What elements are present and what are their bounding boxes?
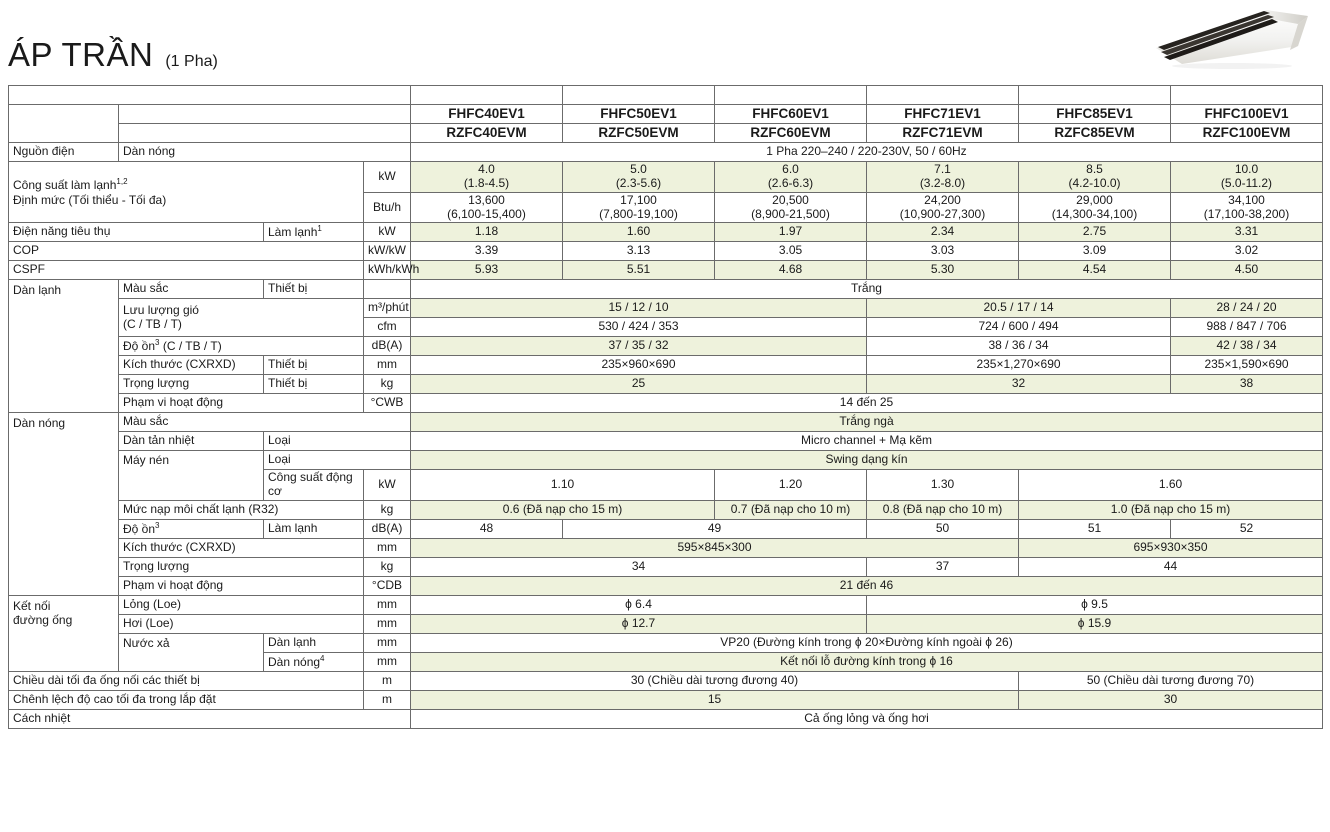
cooling-btu-value-2: 20,500: [772, 192, 809, 207]
max-height-difference-label: Chênh lệch độ cao tối đa trong lắp đặt: [9, 690, 364, 709]
indoor-weight-sublabel: Thiết bị: [264, 375, 364, 394]
table-row-power-consumption: [9, 223, 1323, 242]
outdoor-dimensions-unit: mm: [364, 538, 411, 557]
table-row-outdoor-heat-exchanger: [9, 432, 1323, 451]
cooling-btu-value-0: 13,600: [468, 192, 505, 207]
cspf-2: 4.68: [715, 261, 867, 280]
cooling-kw-range-2: (2.6-6.3): [767, 175, 814, 190]
indoor-airflow-cfm-1: 724 / 600 / 494: [867, 318, 1171, 337]
indoor-noise-1: 38 / 36 / 34: [867, 337, 1171, 356]
indoor-weight-2: 38: [1171, 375, 1323, 394]
indoor-color-value: Trắng: [411, 280, 1323, 299]
outdoor-operating-range-value: 21 đến 46: [411, 576, 1323, 595]
outdoor-weight-unit: kg: [364, 557, 411, 576]
indoor-operating-range-value: 14 đến 25: [411, 394, 1323, 413]
outdoor-noise-label-text: Độ ồn: [123, 522, 156, 537]
table-row-power-supply: [9, 143, 1323, 162]
cooling-btu-value-1: 17,100: [620, 192, 657, 207]
piping-gas-unit: mm: [364, 614, 411, 633]
indoor-noise-label-suffix: (C / TB / T): [159, 339, 222, 354]
capacity-header-0: 40: [411, 86, 563, 105]
cooling-capacity-kw-3: [867, 162, 1019, 193]
power-consumption-sublabel: [264, 223, 364, 242]
indoor-section-label: Dàn lạnh: [9, 280, 119, 413]
indoor-weight-0: 25: [411, 375, 867, 394]
piping-liquid-0: ϕ 6.4: [411, 595, 867, 614]
insulation-label: Cách nhiệt: [9, 709, 411, 728]
header-spacer: [9, 86, 411, 105]
piping-drain-label: Nước xả: [119, 633, 264, 671]
table-row-indoor-airflow-m3: [9, 299, 1323, 318]
piping-drain-outdoor-footnote-ref: 4: [320, 654, 325, 664]
indoor-dimensions-unit: mm: [364, 356, 411, 375]
capacity-header-4: 85: [1019, 86, 1171, 105]
cooling-kw-range-3: (3.2-8.0): [919, 175, 966, 190]
indoor-weight-unit: kg: [364, 375, 411, 394]
outdoor-color-value: Trắng ngà: [411, 413, 1323, 432]
name-model-line1: Tên: [51, 107, 76, 124]
table-row-outdoor-weight: [9, 557, 1323, 576]
cop-5: 3.02: [1171, 242, 1323, 261]
cooling-capacity-btu-3: [867, 192, 1019, 223]
indoor-model-4: FHFC85EV1: [1019, 105, 1171, 124]
capacity-header-2: 60: [715, 86, 867, 105]
indoor-dimensions-1: 235×1,270×690: [867, 356, 1171, 375]
power-consumption-2: 1.97: [715, 223, 867, 242]
outdoor-motor-power-label: Công suất động cơ: [264, 470, 364, 501]
table-row-indoor-noise: [9, 337, 1323, 356]
table-row-max-height-difference: [9, 690, 1323, 709]
cooling-btu-range-0: (6,100-15,400): [447, 206, 526, 221]
indoor-operating-range-label: Phạm vi hoạt động: [119, 394, 364, 413]
max-height-difference-0: 15: [411, 690, 1019, 709]
indoor-airflow-cfm-0: 530 / 424 / 353: [411, 318, 867, 337]
cooling-btu-range-4: (14,300-34,100): [1051, 206, 1138, 221]
table-row-outdoor-model: [9, 124, 1323, 143]
outdoor-dimensions-0: 595×845×300: [411, 538, 1019, 557]
outdoor-noise-1: 49: [563, 519, 867, 538]
page-title-block: [8, 38, 218, 71]
outdoor-noise-footnote-ref: 3: [155, 521, 160, 531]
cspf-unit: kWh/kWh: [364, 261, 411, 280]
cooling-btu-range-5: (17,100-38,200): [1203, 206, 1290, 221]
indoor-airflow-label-line1: Lưu lượng gió: [123, 303, 199, 318]
power-consumption-sublabel-text: Làm lạnh: [268, 225, 318, 240]
cooling-kw-range-0: (1.8-4.5): [463, 175, 510, 190]
cooling-capacity-label-line1: Công suất làm lạnh: [13, 178, 117, 193]
piping-gas-label: Hơi (Loe): [119, 614, 364, 633]
table-row-indoor-dimensions: [9, 356, 1323, 375]
power-supply-value: 1 Pha 220–240 / 220-230V, 50 / 60Hz: [411, 143, 1323, 162]
indoor-model-3: FHFC71EV1: [867, 105, 1019, 124]
cooling-kw-range-1: (2.3-5.6): [615, 175, 662, 190]
indoor-airflow-unit-cfm: cfm: [364, 318, 411, 337]
specification-table: [8, 85, 1323, 729]
piping-section-label-line2: đường ống: [13, 612, 73, 627]
indoor-airflow-label: [119, 299, 364, 337]
table-row-max-pipe-length: [9, 671, 1323, 690]
table-row-outdoor-color: [9, 413, 1323, 432]
cooling-capacity-kw-0: [411, 162, 563, 193]
power-consumption-3: 2.34: [867, 223, 1019, 242]
product-photo-ceiling-unit: [1148, 2, 1316, 72]
cop-label: COP: [9, 242, 364, 261]
outdoor-color-label: Màu sắc: [119, 413, 411, 432]
indoor-airflow-cfm-2: 988 / 847 / 706: [1171, 318, 1323, 337]
cooling-capacity-label-line2: Định mức (Tối thiểu - Tối đa): [13, 192, 167, 207]
indoor-noise-label-text: Độ ồn: [123, 339, 156, 354]
cooling-kw-value-3: 7.1: [934, 162, 951, 177]
indoor-airflow-m3-0: 15 / 12 / 10: [411, 299, 867, 318]
outdoor-weight-1: 37: [867, 557, 1019, 576]
cooling-capacity-btu-0: [411, 192, 563, 223]
piping-gas-1: ϕ 15.9: [867, 614, 1323, 633]
power-consumption-footnote-ref: 1: [317, 224, 322, 234]
cop-2: 3.05: [715, 242, 867, 261]
cooling-capacity-kw-5: [1171, 162, 1323, 193]
cop-1: 3.13: [563, 242, 715, 261]
indoor-dimensions-sublabel: Thiết bị: [264, 356, 364, 375]
piping-section-label-line1: Kết nối: [13, 598, 51, 613]
outdoor-compressor-type-value: Swing dạng kín: [411, 451, 1323, 470]
outdoor-noise-label: [119, 519, 264, 538]
cop-3: 3.03: [867, 242, 1019, 261]
table-row-insulation: [9, 709, 1323, 728]
cooling-capacity-kw-2: [715, 162, 867, 193]
indoor-model-2: FHFC60EV1: [715, 105, 867, 124]
cooling-kw-range-5: (5.0-11.2): [1220, 175, 1273, 190]
table-row-indoor-weight: [9, 375, 1323, 394]
outdoor-model-4: RZFC85EVM: [1019, 124, 1171, 143]
outdoor-operating-range-unit: °CDB: [364, 576, 411, 595]
outdoor-noise-sublabel: Làm lạnh: [264, 519, 364, 538]
outdoor-refrigerant-1: 0.7 (Đã nạp cho 10 m): [715, 500, 867, 519]
indoor-dimensions-2: 235×1,590×690: [1171, 356, 1323, 375]
indoor-airflow-m3-1: 20.5 / 17 / 14: [867, 299, 1171, 318]
page-title: ÁP TRẦN: [8, 36, 154, 73]
piping-liquid-label: Lỏng (Loe): [119, 595, 364, 614]
outdoor-refrigerant-unit: kg: [364, 500, 411, 519]
outdoor-noise-0: 48: [411, 519, 563, 538]
outdoor-heat-exchanger-label: Dàn tản nhiệt: [119, 432, 264, 451]
outdoor-noise-2: 50: [867, 519, 1019, 538]
indoor-model-1: FHFC50EV1: [563, 105, 715, 124]
indoor-airflow-m3-2: 28 / 24 / 20: [1171, 299, 1323, 318]
outdoor-weight-0: 34: [411, 557, 867, 576]
capacity-header-1: 50: [563, 86, 715, 105]
outdoor-motor-power-unit: kW: [364, 470, 411, 501]
outdoor-heat-exchanger-value: Micro channel + Mạ kẽm: [411, 432, 1323, 451]
indoor-operating-range-unit: °CWB: [364, 394, 411, 413]
table-row-capacity-header: [9, 86, 1323, 105]
max-pipe-length-unit: m: [364, 671, 411, 690]
power-consumption-0: 1.18: [411, 223, 563, 242]
table-row-piping-gas: [9, 614, 1323, 633]
indoor-color-unit: [364, 280, 411, 299]
indoor-noise-unit: dB(A): [364, 337, 411, 356]
indoor-color-label: Màu sắc: [119, 280, 264, 299]
outdoor-motor-power-3: 1.60: [1019, 470, 1323, 501]
max-height-difference-unit: m: [364, 690, 411, 709]
capacity-header-5: 100: [1171, 86, 1323, 105]
indoor-noise-label: [119, 337, 364, 356]
max-height-difference-1: 30: [1019, 690, 1323, 709]
power-consumption-label: Điện năng tiêu thụ: [9, 223, 264, 242]
table-row-outdoor-dimensions: [9, 538, 1323, 557]
cooling-btu-range-2: (8,900-21,500): [751, 206, 830, 221]
piping-gas-0: ϕ 12.7: [411, 614, 867, 633]
table-row-piping-drain-indoor: [9, 633, 1323, 652]
cooling-kw-value-4: 8.5: [1086, 162, 1103, 177]
table-row-indoor-color: [9, 280, 1323, 299]
indoor-unit-header-label: Dàn lạnh: [119, 105, 411, 124]
indoor-dimensions-0: 235×960×690: [411, 356, 867, 375]
cooling-kw-value-0: 4.0: [478, 162, 495, 177]
piping-liquid-1: ϕ 9.5: [867, 595, 1323, 614]
cooling-kw-range-4: (4.2-10.0): [1068, 175, 1121, 190]
outdoor-model-5: RZFC100EVM: [1171, 124, 1323, 143]
cspf-1: 5.51: [563, 261, 715, 280]
outdoor-weight-label: Trọng lượng: [119, 557, 364, 576]
piping-drain-outdoor-text: Dàn nóng: [268, 655, 321, 670]
name-model-label: [9, 105, 119, 143]
cop-4: 3.09: [1019, 242, 1171, 261]
cooling-capacity-unit-btu: Btu/h: [364, 192, 411, 223]
cooling-capacity-label: [9, 162, 364, 223]
outdoor-dimensions-label: Kích thước (CXRXD): [119, 538, 364, 557]
cooling-capacity-btu-5: [1171, 192, 1323, 223]
table-row-indoor-model: [9, 105, 1323, 124]
cooling-capacity-unit-kw: kW: [364, 162, 411, 193]
cooling-capacity-btu-1: [563, 192, 715, 223]
max-pipe-length-1: 50 (Chiều dài tương đương 70): [1019, 671, 1323, 690]
outdoor-model-2: RZFC60EVM: [715, 124, 867, 143]
piping-liquid-unit: mm: [364, 595, 411, 614]
indoor-weight-1: 32: [867, 375, 1171, 394]
cspf-5: 4.50: [1171, 261, 1323, 280]
outdoor-model-0: RZFC40EVM: [411, 124, 563, 143]
cspf-4: 4.54: [1019, 261, 1171, 280]
outdoor-noise-unit: dB(A): [364, 519, 411, 538]
outdoor-refrigerant-label: Mức nạp môi chất lạnh (R32): [119, 500, 364, 519]
piping-drain-indoor-value: VP20 (Đường kính trong ϕ 20×Đường kính ngoài ϕ 26): [411, 633, 1323, 652]
indoor-dimensions-label: Kích thước (CXRXD): [119, 356, 264, 375]
capacity-header-3: 71: [867, 86, 1019, 105]
cooling-btu-range-1: (7,800-19,100): [599, 206, 678, 221]
cooling-btu-range-3: (10,900-27,300): [899, 206, 986, 221]
piping-drain-outdoor-value: Kết nối lỗ đường kính trong ϕ 16: [411, 652, 1323, 671]
cspf-label: CSPF: [9, 261, 364, 280]
power-supply-label: Nguồn điện: [9, 143, 119, 162]
outdoor-compressor-sublabel: Loại: [264, 451, 411, 470]
cooling-capacity-kw-1: [563, 162, 715, 193]
table-row-outdoor-compressor-type: [9, 451, 1323, 470]
piping-drain-indoor-unit: mm: [364, 633, 411, 652]
name-model-line2: Model: [43, 123, 84, 140]
cooling-kw-value-1: 5.0: [630, 162, 647, 177]
outdoor-motor-power-0: 1.10: [411, 470, 715, 501]
outdoor-refrigerant-3: 1.0 (Đã nạp cho 15 m): [1019, 500, 1323, 519]
outdoor-model-1: RZFC50EVM: [563, 124, 715, 143]
outdoor-compressor-label: Máy nén: [119, 451, 264, 501]
outdoor-model-3: RZFC71EVM: [867, 124, 1019, 143]
max-pipe-length-label: Chiều dài tối đa ống nối các thiết bị: [9, 671, 364, 690]
insulation-value: Cả ống lỏng và ống hơi: [411, 709, 1323, 728]
indoor-airflow-label-line2: (C / TB / T): [123, 316, 182, 331]
power-supply-sublabel: Dàn nóng: [119, 143, 411, 162]
outdoor-unit-header-label: Dàn nóng: [119, 124, 411, 143]
power-consumption-4: 2.75: [1019, 223, 1171, 242]
cspf-0: 5.93: [411, 261, 563, 280]
max-pipe-length-0: 30 (Chiều dài tương đương 40): [411, 671, 1019, 690]
table-row-outdoor-noise: [9, 519, 1323, 538]
indoor-airflow-unit-m3: m³/phút: [364, 299, 411, 318]
indoor-noise-footnote-ref: 3: [155, 338, 160, 348]
table-row-piping-liquid: [9, 595, 1323, 614]
indoor-noise-2: 42 / 38 / 34: [1171, 337, 1323, 356]
cooling-btu-value-3: 24,200: [924, 192, 961, 207]
outdoor-dimensions-1: 695×930×350: [1019, 538, 1323, 557]
piping-drain-outdoor-sublabel: [264, 652, 364, 671]
power-consumption-unit: kW: [364, 223, 411, 242]
cooling-capacity-kw-4: [1019, 162, 1171, 193]
cop-unit: kW/kW: [364, 242, 411, 261]
indoor-model-5: FHFC100EV1: [1171, 105, 1323, 124]
cooling-capacity-footnote-ref: 1,2: [116, 177, 128, 187]
page-subtitle: (1 Pha): [165, 53, 218, 70]
outdoor-motor-power-1: 1.20: [715, 470, 867, 501]
indoor-weight-label: Trọng lượng: [119, 375, 264, 394]
table-row-cooling-capacity-kw: [9, 162, 1323, 193]
piping-drain-outdoor-unit: mm: [364, 652, 411, 671]
table-row-cspf: [9, 261, 1323, 280]
cspf-3: 5.30: [867, 261, 1019, 280]
outdoor-refrigerant-2: 0.8 (Đã nạp cho 10 m): [867, 500, 1019, 519]
outdoor-refrigerant-0: 0.6 (Đã nạp cho 15 m): [411, 500, 715, 519]
table-row-indoor-operating-range: [9, 394, 1323, 413]
cop-0: 3.39: [411, 242, 563, 261]
cooling-kw-value-5: 10.0: [1234, 162, 1259, 177]
power-consumption-1: 1.60: [563, 223, 715, 242]
table-row-outdoor-operating-range: [9, 576, 1323, 595]
indoor-model-0: FHFC40EV1: [411, 105, 563, 124]
indoor-noise-0: 37 / 35 / 32: [411, 337, 867, 356]
cooling-capacity-btu-4: [1019, 192, 1171, 223]
outdoor-noise-3: 51: [1019, 519, 1171, 538]
cooling-btu-value-4: 29,000: [1076, 192, 1113, 207]
outdoor-weight-2: 44: [1019, 557, 1323, 576]
cooling-kw-value-2: 6.0: [782, 162, 799, 177]
power-consumption-5: 3.31: [1171, 223, 1323, 242]
cooling-capacity-btu-2: [715, 192, 867, 223]
piping-drain-indoor-sublabel: Dàn lạnh: [264, 633, 364, 652]
indoor-color-sublabel: Thiết bị: [264, 280, 364, 299]
outdoor-section-label: Dàn nóng: [9, 413, 119, 596]
piping-section-label: [9, 595, 119, 671]
outdoor-heat-exchanger-sublabel: Loại: [264, 432, 411, 451]
outdoor-motor-power-2: 1.30: [867, 470, 1019, 501]
outdoor-operating-range-label: Phạm vi hoạt động: [119, 576, 364, 595]
outdoor-noise-4: 52: [1171, 519, 1323, 538]
table-row-outdoor-refrigerant: [9, 500, 1323, 519]
cooling-btu-value-5: 34,100: [1228, 192, 1265, 207]
table-row-cop: [9, 242, 1323, 261]
